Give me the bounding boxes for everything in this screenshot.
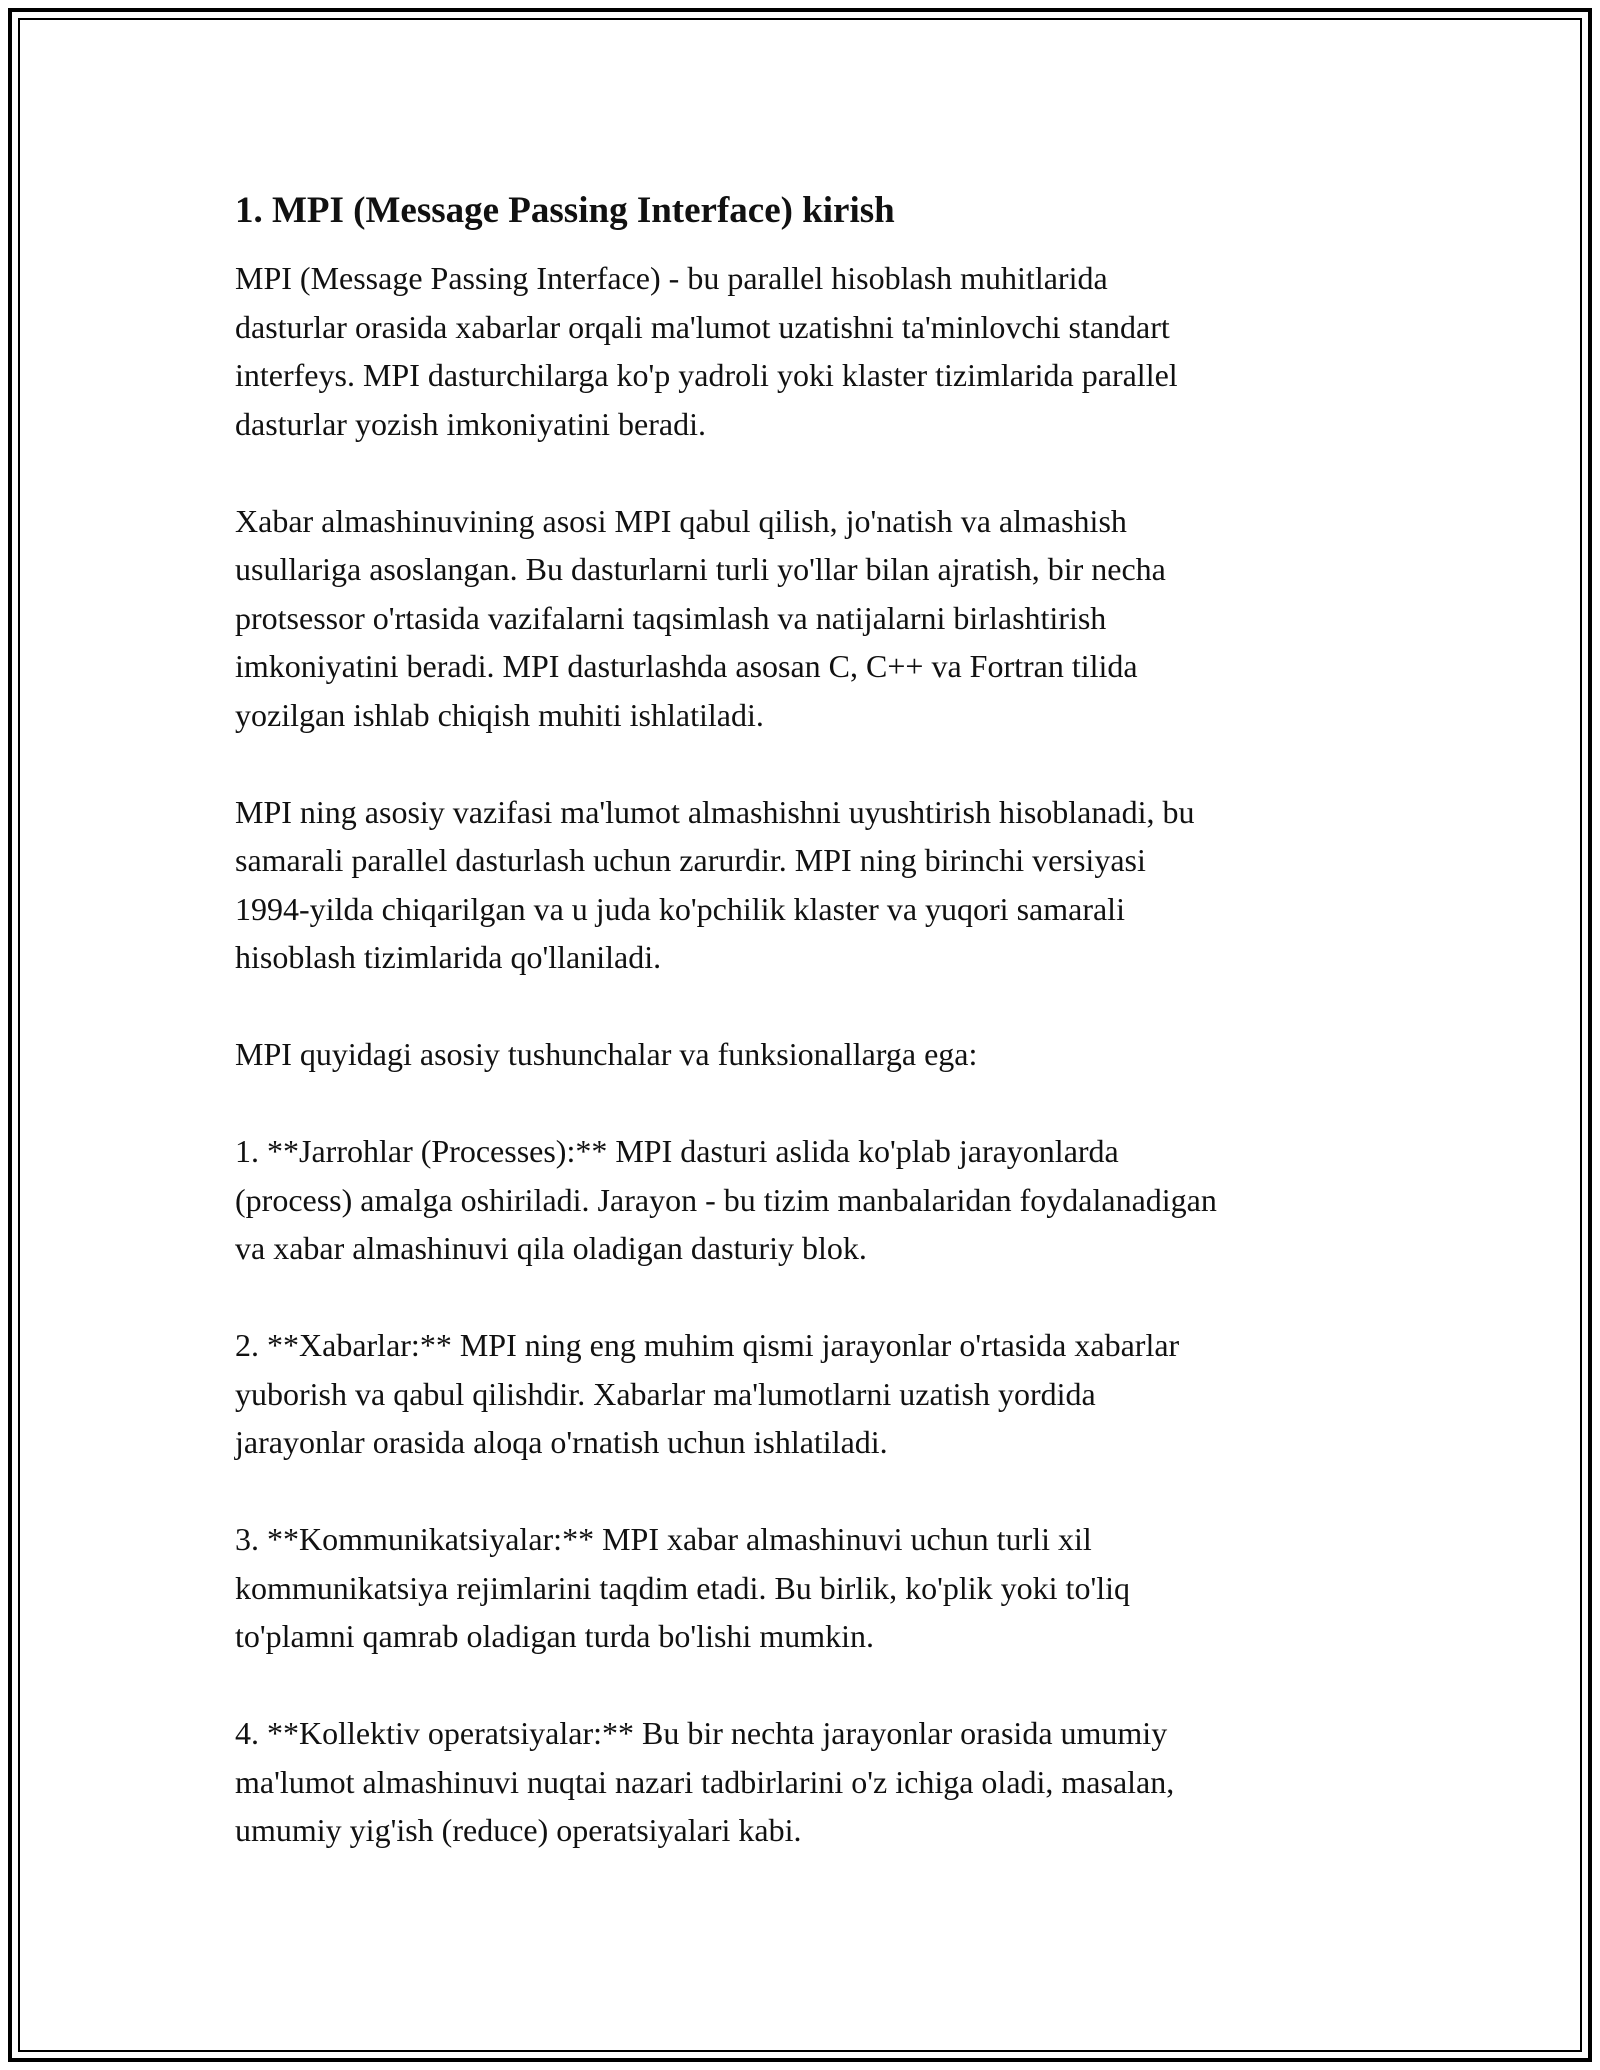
list-item-communications (235, 1515, 1375, 1661)
text-line: to'plamni qamrab oladigan turda bo'lishi mumkin. (235, 1618, 874, 1654)
text-line: umumiy yig'ish (reduce) operatsiyalari kabi. (235, 1812, 802, 1848)
text-line: 3. **Kommunikatsiyalar:** MPI xabar almashinuvi uchun turli xil (235, 1521, 1092, 1557)
paragraph-intro (235, 254, 1375, 448)
text-line: hisoblash tizimlarida qo'llaniladi. (235, 939, 662, 975)
text-line: samarali parallel dasturlash uchun zarurdir. MPI ning birinchi versiyasi (235, 842, 1146, 878)
text-line: interfeys. MPI dasturchilarga ko'p yadroli yoki klaster tizimlarida parallel (235, 357, 1178, 393)
text-line: yuborish va qabul qilishdir. Xabarlar ma'lumotlarni uzatish yordida (235, 1375, 1096, 1412)
document-body (235, 186, 1375, 1903)
text-line: usullariga asoslangan. Bu dasturlarni turli yo'llar bilan ajratish, bir necha (235, 551, 1166, 587)
section-heading: 1. MPI (Message Passing Interface) kirish (235, 190, 895, 231)
text-line: ma'lumot almashinuvi nuqtai nazari tadbirlarini o'z ichiga oladi, masalan, (235, 1763, 1175, 1800)
text-line: 1. **Jarrohlar (Processes):** MPI dasturi aslida ko'plab jarayonlarda (235, 1133, 1119, 1169)
text-line: (process) amalga oshiriladi. Jarayon - bu tizim manbalaridan foydalanadigan (235, 1181, 1217, 1218)
paragraph-main-purpose (235, 788, 1375, 982)
text-line: 2. **Xabarlar:** MPI ning eng muhim qismi jarayonlar o'rtasida xabarlar (235, 1327, 1180, 1363)
paragraph-message-exchange (235, 497, 1375, 740)
text-line: jarayonlar orasida aloqa o'rnatish uchun ishlatiladi. (235, 1424, 888, 1460)
text-line: Xabar almashinuvining asosi MPI qabul qilish, jo'natish va almashish (235, 502, 1127, 539)
text-line: 1994-yilda chiqarilgan va u juda ko'pchilik klaster va yuqori samarali (235, 890, 1125, 927)
paragraph-concepts-intro (235, 1030, 1375, 1079)
text-line: dasturlar orasida xabarlar orqali ma'lumot uzatishni ta'minlovchi standart (235, 308, 1170, 345)
text-line: 4. **Kollektiv operatsiyalar:** Bu bir nechta jarayonlar orasida umumiy (235, 1715, 1168, 1751)
text-line: protsessor o'rtasida vazifalarni taqsimlash va natijalarni birlashtirish (235, 599, 1107, 636)
text-line: va xabar almashinuvi qila oladigan dasturiy blok. (235, 1230, 867, 1266)
text-line: MPI quyidagi asosiy tushunchalar va funksionallarga ega: (235, 1036, 978, 1072)
list-item-processes (235, 1127, 1375, 1273)
list-item-collective-operations (235, 1709, 1375, 1855)
text-line: yozilgan ishlab chiqish muhiti ishlatiladi. (235, 696, 764, 733)
text-line: dasturlar yozish imkoniyatini beradi. (235, 405, 706, 442)
text-line: imkoniyatini beradi. MPI dasturlashda asosan C, C++ va Fortran tilida (235, 648, 1138, 684)
list-item-messages (235, 1321, 1375, 1467)
text-line: kommunikatsiya rejimlarini taqdim etadi. Bu birlik, ko'plik yoki to'liq (235, 1569, 1130, 1606)
text-line: MPI (Message Passing Interface) - bu parallel hisoblash muhitlarida (235, 260, 1108, 296)
text-line: MPI ning asosiy vazifasi ma'lumot almashishni uyushtirish hisoblanadi, bu (235, 793, 1195, 830)
